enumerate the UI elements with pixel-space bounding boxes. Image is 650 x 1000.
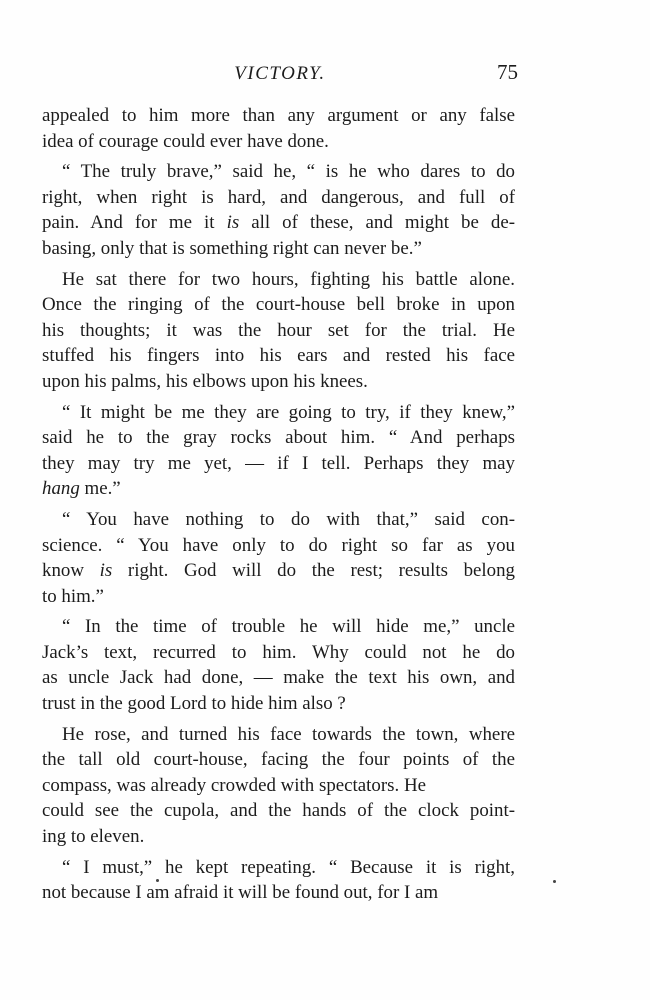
text-line: not because I am afraid it will be found out, for I am	[42, 882, 439, 904]
running-head	[42, 60, 518, 88]
running-title: VICTORY.	[234, 63, 326, 84]
text-line: the tall old court-house, facing the four points of the	[42, 749, 515, 771]
text-line: ing to eleven.	[42, 826, 145, 848]
text-line: compass, was already crowded with spectators. He	[42, 774, 426, 796]
paragraph-4	[42, 400, 515, 502]
paragraph-3	[42, 267, 515, 395]
paragraph-8	[42, 855, 515, 906]
text-line: “ You have nothing to do with that,” said con-	[62, 508, 515, 530]
paragraph-5	[42, 507, 515, 609]
text-line: said he to the gray rocks about him. “ And perhaps	[42, 427, 515, 449]
text-line: hang me.”	[42, 478, 121, 500]
text-line: Jack’s text, recurred to him. Why could not he do	[42, 641, 515, 663]
paragraph-1	[42, 103, 515, 154]
text-line: pain. And for me it is all of these, and might be de-	[42, 212, 515, 234]
text-line: right, when right is hard, and dangerous, and full of	[42, 186, 515, 208]
emphasis: is	[99, 560, 113, 582]
paragraph-7	[42, 722, 515, 850]
text-line: to him.”	[42, 585, 104, 607]
text-line: He sat there for two hours, fighting his battle alone.	[62, 268, 515, 290]
text-line: science. “ You have only to do right so far as you	[42, 534, 515, 556]
text-line: “ The truly brave,” said he, “ is he who dares to do	[62, 161, 515, 183]
text-line: his thoughts; it was the hour set for the trial. He	[42, 319, 515, 341]
print-speck	[156, 879, 159, 882]
body-text	[42, 103, 515, 906]
text-line: “ In the time of trouble he will hide me,” uncle	[62, 616, 515, 638]
text-line: He rose, and turned his face towards the town, where	[62, 723, 515, 745]
text-line: idea of courage could ever have done.	[42, 130, 329, 152]
print-speck	[553, 880, 556, 883]
paragraph-2	[42, 159, 515, 261]
emphasis: is	[226, 212, 240, 234]
text-line: stuffed his fingers into his ears and rested his face	[42, 345, 515, 367]
text-line: know is right. God will do the rest; results belong	[42, 560, 515, 582]
text-line: “ It might be me they are going to try, if they knew,”	[62, 401, 515, 423]
text-line: upon his palms, his elbows upon his knees.	[42, 370, 368, 392]
text-line: they may try me yet, — if I tell. Perhaps they may	[42, 452, 515, 474]
text-line: as uncle Jack had done, — make the text his own, and	[42, 667, 515, 689]
text-line: trust in the good Lord to hide him also ?	[42, 693, 346, 715]
text-line: could see the cupola, and the hands of the clock point-	[42, 800, 515, 822]
text-line: basing, only that is something right can never be.”	[42, 237, 422, 259]
text-line: appealed to him more than any argument or any false	[42, 105, 515, 126]
emphasis: hang	[42, 478, 80, 500]
text-line: “ I must,” he kept repeating. “ Because it is right,	[62, 856, 515, 878]
text-line: Once the ringing of the court-house bell broke in upon	[42, 294, 515, 316]
paragraph-6	[42, 614, 515, 716]
page-number: 75	[497, 60, 518, 84]
